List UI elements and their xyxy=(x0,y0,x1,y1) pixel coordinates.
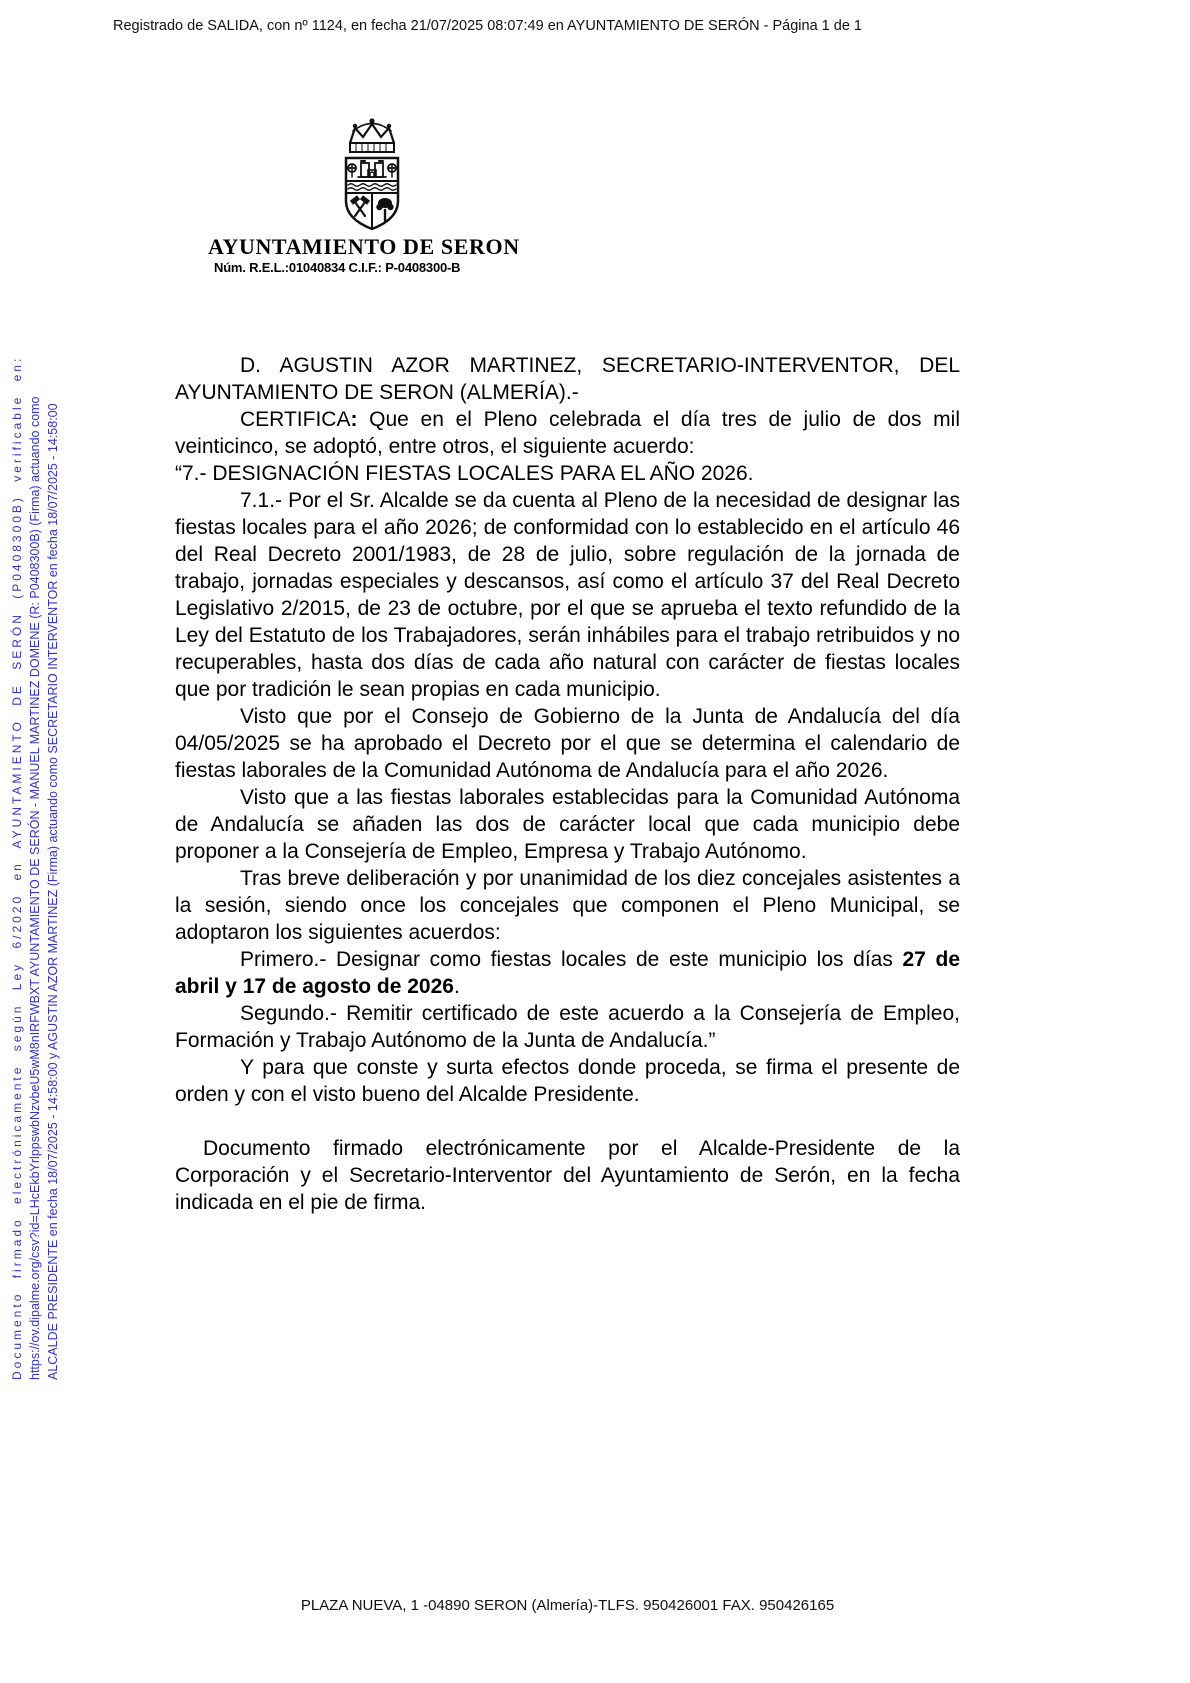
paragraph-primero xyxy=(175,946,960,1000)
document-body xyxy=(175,352,960,1216)
sidebar-verification-line: Documento firmado electrónicamente según Ley 6/2020 en AYUNTAMIENTO DE SERÓN (P0408300B) verificable en: xyxy=(10,355,24,1380)
certifica-colon: : xyxy=(350,408,358,431)
primero-period: . xyxy=(453,975,460,998)
org-registry-ids: Núm. R.E.L.:01040834 C.I.F.: P-0408300-B xyxy=(214,260,461,275)
paragraph-deliberacion: Tras breve deliberación y por unanimidad de los diez concejales asistentes a la sesión, siendo once los concejales que componen el Pleno Municipal, se adoptaron los siguientes acuerdos: xyxy=(175,867,960,944)
paragraph-electronic-signature-note: Documento firmado electrónicamente por el Alcalde-Presidente de la Corporación y el Secretario-Interventor del Ayuntamiento de Serón, en la fecha indicada en el pie de firma. xyxy=(175,1137,960,1214)
certifica-word: CERTIFICA xyxy=(240,408,351,431)
paragraph-segundo: Segundo.- Remitir certificado de este acuerdo a la Consejería de Empleo, Formación y Trabajo Autónomo de la Junta de Andalucía.” xyxy=(175,1002,960,1052)
paragraph-agreement-title: “7.- DESIGNACIÓN FIESTAS LOCALES PARA EL AÑO 2026. xyxy=(175,462,754,485)
paragraph-visto-2: Visto que a las fiestas laborales establecidas para la Comunidad Autónoma de Andalucía se añaden las dos de carácter local que cada municipio debe proponer a la Consejería de Empleo, Empresa y Trabajo Autónomo. xyxy=(175,786,960,863)
paragraph-7-1: 7.1.- Por el Sr. Alcalde se da cuenta al Pleno de la necesidad de designar las fiestas locales para el año 2026; de conformidad con lo establecido en el artículo 46 del Real Decreto 2001/1983, de 28 de julio, sobre regulación de la jornada de trabajo, jornadas especiales y descansos, así como el artículo 37 del Real Decreto Legislativo 2/2015, de 23 de octubre, por el que se aprueba el texto refundido de la Ley del Estatuto de los Trabajadores, serán inhábiles para el trabajo retribuidos y no recuperables, hasta dos días de cada año natural con carácter de fiestas locales que por tradición le sean propias en cada municipio. xyxy=(175,489,960,701)
signature-sidebar xyxy=(8,175,62,1380)
org-name: AYUNTAMIENTO DE SERON xyxy=(208,234,520,259)
paragraph-certifier-intro: D. AGUSTIN AZOR MARTINEZ, SECRETARIO-INTERVENTOR, DEL AYUNTAMIENTO DE SERON (ALMERÍA).- xyxy=(175,354,960,404)
fiestas-locales-dates: 27 de abril y 17 de agosto de 2026 xyxy=(175,948,961,998)
footer-address: PLAZA NUEVA, 1 -04890 SERON (Almería)-TLFS. 950426001 FAX. 950426165 xyxy=(300,1597,835,1614)
registration-stamp-header: Registrado de SALIDA, con nº 1124, en fecha 21/07/2025 08:07:49 en AYUNTAMIENTO DE SERÓN - Página 1 de 1 xyxy=(113,18,862,34)
primero-text: Primero.- Designar como fiestas locales de este municipio los días xyxy=(240,948,903,971)
paragraph-certifica xyxy=(175,406,960,460)
sidebar-signers-line: ALCALDE PRESIDENTE en fecha 18/07/2025 - 14:58:00 y AGUSTIN AZOR MARTINEZ (Firma) actuando como SECRETARIO INTERVENTOR en fecha 18/07/2025 - 14:58:00 xyxy=(46,403,60,1380)
sidebar-csv-url-line: https://ov.dipalme.org/csv?id=LHcEkbYrlppswbNzvbeU5wM8nIRFWBXT AYUNTAMIENTO DE SERÓN - MANUEL MARTINEZ DOMENE (R: P0408300B) (Firma) actuando como xyxy=(28,396,42,1380)
certifica-rest: Que en el Pleno celebrada el día tres de julio de dos mil veinticinco, se adoptó, entre otros, el siguiente acuerdo: xyxy=(175,408,960,458)
paragraph-conste: Y para que conste y surta efectos donde proceda, se firma el presente de orden y con el visto bueno del Alcalde Presidente. xyxy=(175,1056,960,1106)
paragraph-visto-1: Visto que por el Consejo de Gobierno de la Junta de Andalucía del día 04/05/2025 se ha aprobado el Decreto por el que se determina el calendario de fiestas laborales de la Comunidad Autónoma de Andalucía para el año 2026. xyxy=(175,705,960,782)
coat-of-arms-icon xyxy=(331,113,413,231)
